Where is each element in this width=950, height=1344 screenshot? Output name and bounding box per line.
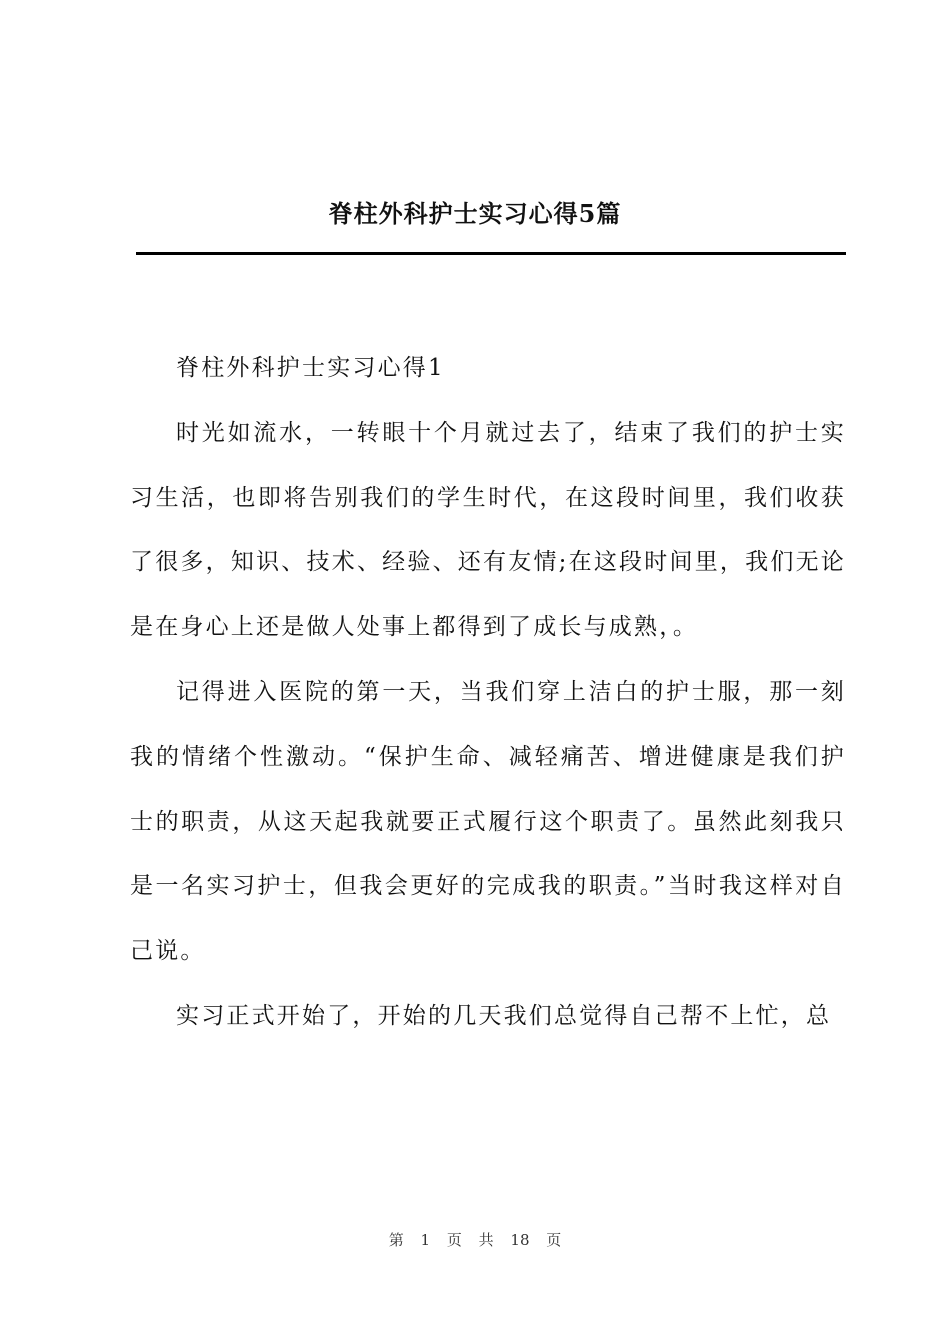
page-footer [0, 1229, 950, 1250]
body-paragraph: 时光如流水，一转眼十个月就过去了，结束了我们的护士实习生活，也即将告别我们的学生时代，在这段时间里，我们收获了很多，知识、技术、经验、还有友情;在这段时间里，我们无论是在身心上还是做人处事上都得到了成长与成熟，。 [130, 419, 846, 641]
section-heading: 脊柱外科护士实习心得1 [176, 355, 445, 381]
body-paragraph: 记得进入医院的第一天，当我们穿上洁白的护士服，那一刻我的情绪个性激动。“保护生命、减轻痛苦、增进健康是我们护士的职责，从这天起我就要正式履行这个职责了。虽然此刻我只是一名实习护士，但我会更好的完成我的职责。”当时我这样对自己说。 [130, 678, 846, 965]
footer-page-word: 第 [388, 1231, 404, 1249]
footer-current-page: 1 [420, 1231, 431, 1249]
footer-total-pages: 18 [510, 1231, 530, 1249]
body-paragraph: 实习正式开始了，开始的几天我们总觉得自己帮不上忙，总 [176, 1002, 832, 1029]
title-underline [136, 252, 846, 255]
footer-total-word: 共 [478, 1231, 494, 1249]
document-title: 脊柱外科护士实习心得5篇 [328, 199, 622, 228]
footer-page-suffix: 页 [446, 1231, 462, 1249]
footer-total-suffix: 页 [546, 1231, 562, 1249]
document-body [130, 336, 846, 1049]
